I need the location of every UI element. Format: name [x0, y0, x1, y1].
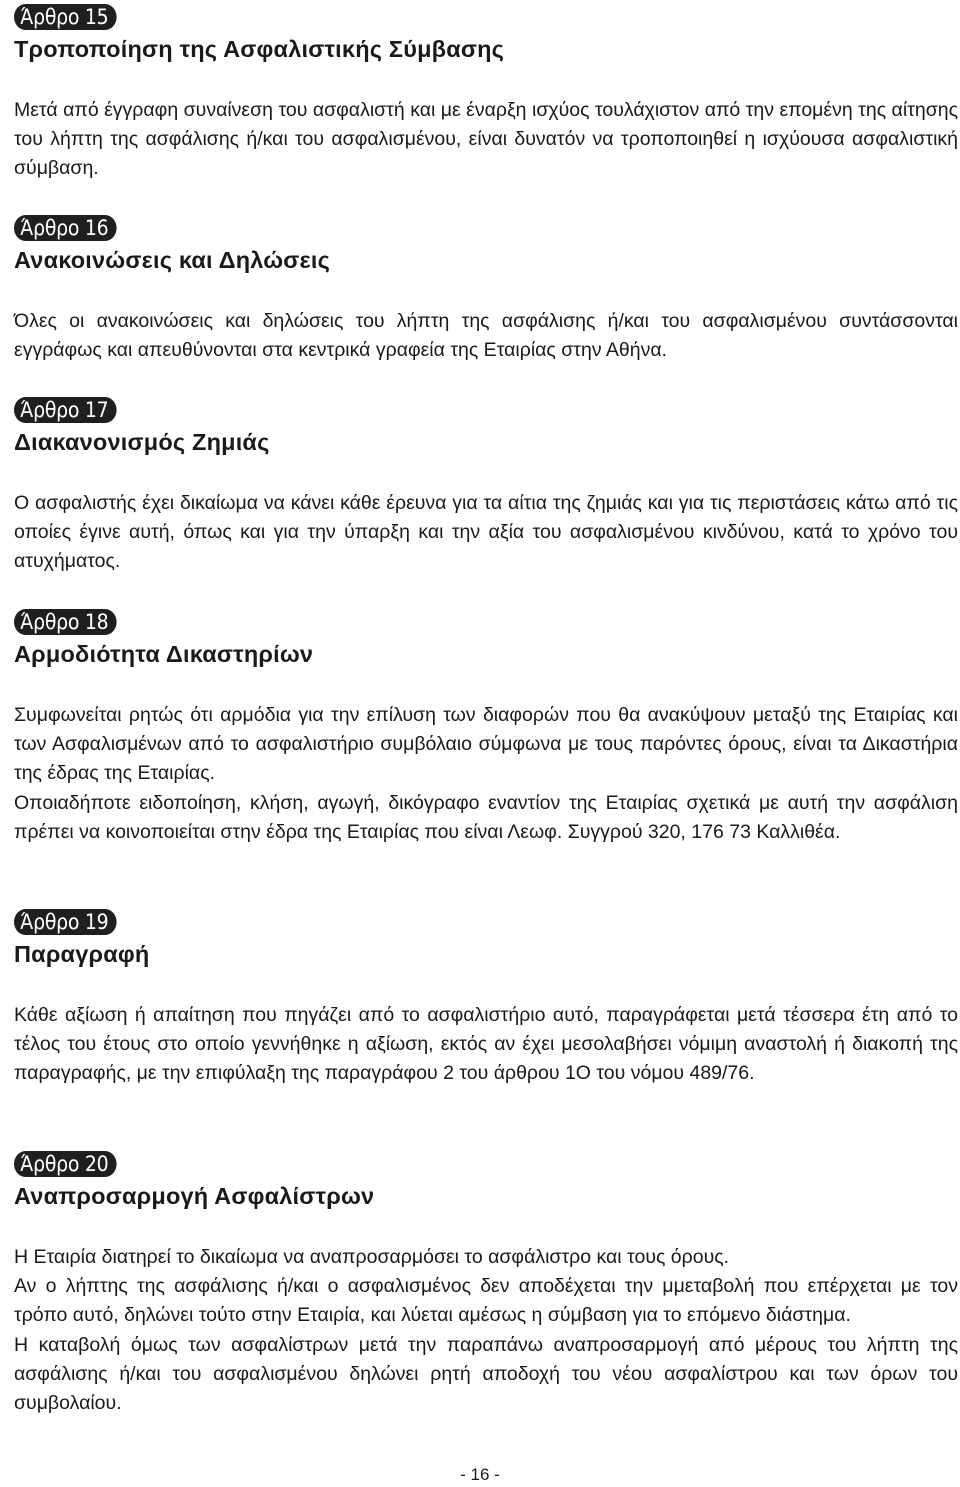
article-body [14, 1001, 958, 1089]
article-body [14, 96, 958, 184]
article-title: Αναπροσαρμογή Ασφαλίστρων [14, 1183, 375, 1209]
article-title: Τροποποίηση της Ασφαλιστικής Σύμβασης [14, 36, 505, 62]
article-paragraph: Μετά από έγγραφη συναίνεση του ασφαλιστή και με έναρξη ισχύος τουλάχιστον από την επομένη της αίτησης του λήπτη της ασφάλισης ή/και του ασφαλισμένου, είναι δυνατόν να τροποποιηθεί η ισχύουσα ασφαλιστική σύμβαση. [14, 99, 958, 180]
article-paragraph: Ο ασφαλιστής έχει δικαίωμα να κάνει κάθε έρευνα για τα αίτια της ζημιάς και για τις περιστάσεις κάτω από τις οποίες έγινε αυτή, όπως και για την ύπαρξη και την αξία του ασφαλισμένου κινδύνου, κατά το χρόνο του ατυχήματος. [14, 492, 958, 573]
article-title: Παραγραφή [14, 941, 150, 967]
article-badge: Άρθρο 15 [14, 4, 117, 30]
article-19 [14, 909, 958, 1089]
article-paragraph: Όλες οι ανακοινώσεις και δηλώσεις του λήπτη της ασφάλισης ή/και του ασφαλισμένου συντάσσονται εγγράφως και απευθύνονται στα κεντρικά γραφεία της Εταιρίας στην Αθήνα. [14, 310, 958, 362]
article-body [14, 701, 958, 847]
article-16 [14, 215, 958, 365]
article-badge: Άρθρο 18 [14, 609, 117, 635]
article-badge: Άρθρο 19 [14, 909, 117, 935]
article-body [14, 489, 958, 577]
article-title: Ανακοινώσεις και Δηλώσεις [14, 247, 331, 273]
article-15 [14, 4, 958, 184]
article-body [14, 307, 958, 365]
article-paragraph: Οποιαδήποτε ειδοποίηση, κλήση, αγωγή, δικόγραφο εναντίον της Εταιρίας σχετικά με αυτή την ασφάλιση πρέπει να κοινοποιείται στην έδρα της Εταιρίας που είναι Λεωφ. Συγγρού 320, 176 73 Καλλιθέα. [14, 791, 958, 843]
article-paragraph: Αν ο λήπτης της ασφάλισης ή/και ο ασφαλισμένος δεν αποδέχεται την μμεταβολή που επέρχεται με τον τρόπο αυτό, δηλώνει τούτο στην Εταιρία, και λύεται αμέσως η σύμβαση για το επόμενο διάστημα. [14, 1275, 958, 1327]
article-badge: Άρθρο 20 [14, 1151, 117, 1177]
article-paragraph: Συμφωνείται ρητώς ότι αρμόδια για την επίλυση των διαφορών που θα ανακύψουν μεταξύ της Εταιρίας και των Ασφαλισμένων από το ασφαλιστήριο συμβόλαιο σύμφωνα με τους παρόντες όρους, είναι τα Δικαστήρια της έδρας της Εταιρίας. [14, 704, 958, 785]
article-paragraph: Κάθε αξίωση ή απαίτηση που πηγάζει από το ασφαλιστήριο αυτό, παραγράφεται μετά τέσσερα έτη από το τέλος του έτους στο οποίο γεννήθηκε η αξίωση, εκτός αν έχει μεσολαβήσει νόμιμη αναστολή ή διακοπή της παραγραφής, με την επιφύλαξη της παραγράφου 2 του άρθρου 1Ο του νόμου 489/76. [14, 1004, 958, 1085]
page-number: - 16 - [460, 1465, 500, 1484]
article-paragraph: Η Εταιρία διατηρεί το δικαίωμα να αναπροσαρμόσει το ασφάλιστρο και τους όρους. [14, 1246, 730, 1268]
article-18 [14, 609, 958, 847]
article-badge: Άρθρο 16 [14, 215, 117, 241]
article-20 [14, 1151, 958, 1418]
article-paragraph: Η καταβολή όμως των ασφαλίστρων μετά την παραπάνω αναπροσαρμογή από μέρους του λήπτη της ασφάλισης ή/και του ασφαλισμένου δηλώνει ρητή αποδοχή του νέου ασφαλίστρου και των όρων του συμβολαίου. [14, 1333, 958, 1415]
article-badge: Άρθρο 17 [14, 397, 117, 423]
article-17 [14, 397, 958, 577]
article-body [14, 1243, 958, 1418]
article-title: Αρμοδιότητα Δικαστηρίων [14, 641, 314, 667]
article-title: Διακανονισμός Ζημιάς [14, 429, 270, 455]
